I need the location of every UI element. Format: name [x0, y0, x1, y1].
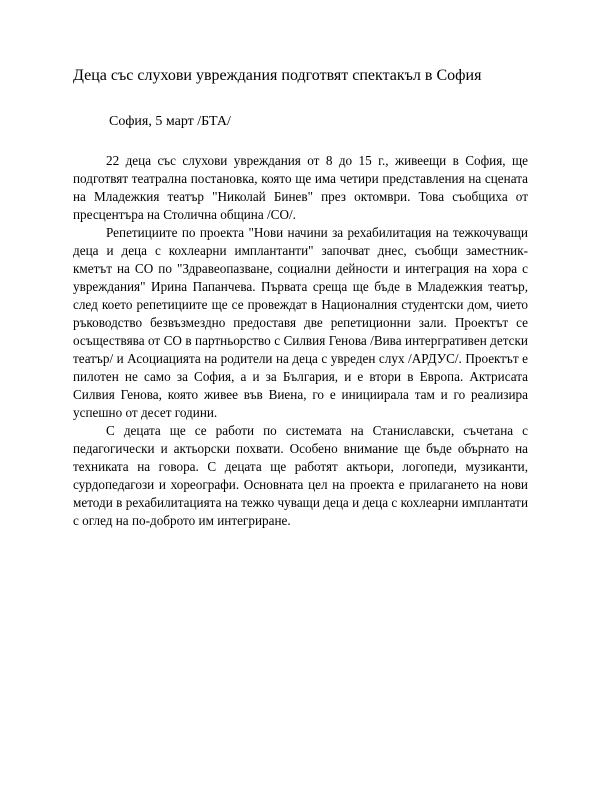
article-title: Деца със слухови увреждания подготвят спектакъл в София — [73, 67, 482, 84]
article-dateline: София, 5 март /БТА/ — [109, 114, 231, 129]
paragraph-1: 22 деца със слухови увреждания от 8 до 15 г., живеещи в София, ще подготвят театрална постановка, която ще има четири представления на сцената на Младежкия театър "Николай Бинев" през октомври. Това съобщиха от пресцентъра на Столична община /СО/. — [73, 153, 528, 222]
article-body — [73, 152, 528, 530]
paragraph-3: С децата ще се работи по системата на Станиславски, съчетана с педагогически и актьорски похвати. Особено внимание ще бъде обърнато на техниката на говора. С децата ще работят актьори, логопеди, музиканти, сурдопедагози и хореографи. Основната цел на проекта е прилагането на нови методи в рехабилитацията на тежко чуващи деца и деца с кохлеарни имплантати с оглед на по-доброто им интегриране. — [73, 423, 528, 528]
paragraph-2: Репетициите по проекта "Нови начини за рехабилитация на тежкочуващи деца и деца с кохлеарни имплантанти" започват днес, съобщи заместник- кметът на СО по "Здравеопазване, социални дейности и интеграция на хора с увреждания" Ирина Папанчева. Първата среща ще бъде в Младежкия театър, след което репетициите ще се провеждат в Националния студентски дом, чието ръководство безвъзмездно предоставя две репетиционни зали. Проектът се осъществява от СО в партньорство с Силвия Генова /Вива интергративен детски театър/ и Асоциацията на родители на деца с увреден слух /АРДУС/. Проектът е пилотен не само за София, а и за България, и е втори в Европа. Актрисата Силвия Генова, която живее във Виена, го е инициирала там и го реализира успешно от десет години. — [73, 225, 528, 420]
